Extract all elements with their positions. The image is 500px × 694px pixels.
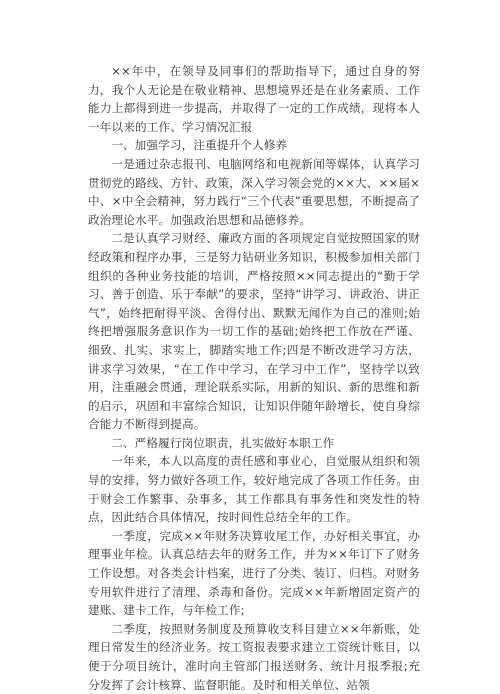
section-heading-study: 一、加强学习，注重提升个人修养 — [111, 138, 288, 153]
quarter-one-paragraph: 一季度，完成××年财务决算收尾工作，办好相关事宜，办理事业年检。认真总结去年的财务工作，并为××年订下了财务工作设想。对各类会计档案，进行了分类、装订、归档。对财务专用软件进行了清理、杀毒和备份。完成××年新增固定资产的建账、建卡工作，与年检工作; — [88, 528, 420, 618]
study-paragraph-2: 二是认真学习财经、廉政方面的各项规定自觉按照国家的财经政策和程序办事，三是努力钻研业务知识，积极参加相关部门组织的各种业务技能的培训，严格按照××同志提出的“勤于学习、善于创造、乐于奉献”的要求，坚持“讲学习、讲政治、讲正气”，始终把耐得平淡、舍得付出、默默无闻作为自己的准则;始终把增强服务意识作为一切工作的基础;始终把工作放在严谨、细致、扎实、求实上，脚踏实地工作;四是不断改进学习方法，讲求学习效果，“在工作中学习，在学习中工作”，坚持学以致用，注重融会贯通，理论联系实际，用新的知识、新的思维和新的启示，巩固和丰富综合知识，让知识伴随年龄增长，使自身综合能力不断得到提高。 — [88, 231, 420, 432]
quarter-two-paragraph: 二季度，按照财务制度及预算收支科目建立××年新账，处理日常发生的经济业务。按工资报表要求建立工资统计账目，以便于分项目统计，准时向主管部门报送财务、统计月报季报;充分发挥了会计核算、监督职能。及时和相关单位、站领 — [88, 621, 420, 692]
intro-paragraph: ××年中，在领导及同事们的帮助指导下，通过自身的努力，我个人无论是在敬业精神、思想境界还是在业务素质、工作能力上都得到进一步提高，并取得了一定的工作成绩，现将本人一年以来的工作、学习情况汇报 — [88, 64, 420, 134]
document-body — [88, 62, 420, 694]
duties-paragraph-1: 一年来，本人以高度的责任感和事业心，自觉服从组织和领导的安排，努力做好各项工作，较好地完成了各项工作任务。由于财会工作繁事、杂事多，其工作都具有事务性和突发性的特点，因此结合具体情况，按时间性总结全年的工作。 — [88, 454, 420, 525]
section-heading-duties: 二、严格履行岗位职责，扎实做好本职工作 — [111, 435, 335, 450]
study-paragraph-1: 一是通过杂志报刊、电脑网络和电视新闻等媒体，认真学习贯彻党的路线、方针、政策，深入学习领会党的××大、××届×中、×中全会精神，努力践行“三个代表”重要思想，不断提高了政治理论水平。加强政治思想和品德修养。 — [88, 156, 420, 227]
